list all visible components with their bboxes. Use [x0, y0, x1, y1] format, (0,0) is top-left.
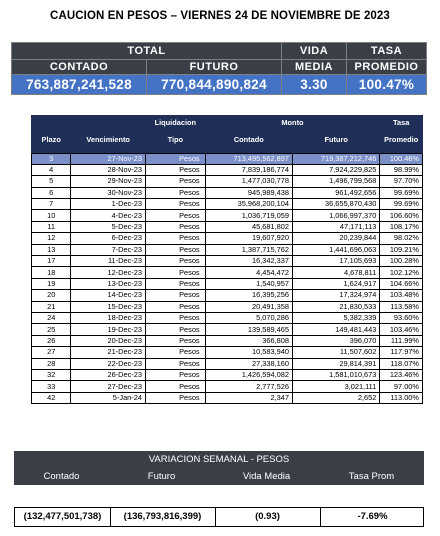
cell-plazo: 11 — [32, 221, 71, 232]
table-row — [32, 335, 423, 346]
table-row — [32, 381, 423, 392]
header-tasa: Tasa — [380, 115, 423, 127]
cell-futuro: 29,814,391 — [292, 358, 379, 369]
cell-contado: 7,839,186,774 — [205, 164, 292, 175]
cell-plazo: 3 — [32, 153, 71, 164]
cell-plazo: 10 — [32, 210, 71, 221]
cell-plazo: 18 — [32, 267, 71, 278]
table-row — [32, 164, 423, 175]
table-row — [32, 278, 423, 289]
cell-plazo: 7 — [32, 199, 71, 210]
cell-futuro: 21,830,533 — [292, 301, 379, 312]
cell-tipo: Pesos — [145, 278, 205, 289]
cell-vencimiento: 5-Dec-23 — [71, 221, 146, 232]
header-liquidacion: Liquidacion — [145, 115, 205, 127]
cell-vencimiento: 7-Dec-23 — [71, 244, 146, 255]
cell-tipo: Pesos — [145, 187, 205, 198]
cell-contado: 19,607,920 — [205, 233, 292, 244]
variacion-tasa-label: Tasa Prom — [348, 471, 395, 482]
cell-tasa: 106.60% — [380, 210, 423, 221]
cell-plazo: 5 — [32, 176, 71, 187]
cell-vencimiento: 15-Dec-23 — [71, 301, 146, 312]
cell-contado: 1,426,594,082 — [205, 369, 292, 380]
cell-vencimiento: 12-Dec-23 — [71, 267, 146, 278]
cell-tipo: Pesos — [145, 256, 205, 267]
cell-tasa: 100.28% — [380, 256, 423, 267]
variacion-contado-value: (132,477,501,738) — [23, 511, 102, 522]
cell-contado: 1,036,719,059 — [205, 210, 292, 221]
cell-futuro: 11,507,602 — [292, 347, 379, 358]
promedio-header: PROMEDIO — [347, 60, 427, 75]
cell-futuro: 20,239,844 — [292, 233, 379, 244]
cell-tasa: 111.99% — [380, 335, 423, 346]
cell-plazo: 42 — [32, 392, 71, 403]
cell-contado: 20,491,358 — [205, 301, 292, 312]
cell-contado: 16,395,256 — [205, 290, 292, 301]
cell-tipo: Pesos — [145, 176, 205, 187]
table-row — [32, 392, 423, 403]
header-futuro: Futuro — [292, 127, 379, 153]
table-row — [32, 312, 423, 323]
cell-plazo: 28 — [32, 358, 71, 369]
cell-tipo: Pesos — [145, 335, 205, 346]
cell-vencimiento: 22-Dec-23 — [71, 358, 146, 369]
tasa-promedio-value: 100.47% — [347, 75, 427, 95]
cell-vencimiento: 29-Nov-23 — [71, 176, 146, 187]
vida-media-value: 3.30 — [282, 75, 347, 95]
cell-futuro: 4,678,811 — [292, 267, 379, 278]
cell-plazo: 27 — [32, 347, 71, 358]
cell-contado: 2,777,526 — [205, 381, 292, 392]
table-row — [32, 221, 423, 232]
cell-vencimiento: 13-Dec-23 — [71, 278, 146, 289]
cell-tasa: 97.00% — [380, 381, 423, 392]
cell-tipo: Pesos — [145, 369, 205, 380]
cell-contado: 713,495,562,897 — [205, 153, 292, 164]
futuro-header: FUTURO — [147, 60, 282, 75]
cell-tipo: Pesos — [145, 267, 205, 278]
cell-contado: 5,070,286 — [205, 312, 292, 323]
cell-futuro: 17,324,974 — [292, 290, 379, 301]
cell-contado: 2,347 — [205, 392, 292, 403]
cell-tasa: 109.21% — [380, 244, 423, 255]
cell-tasa: 99.69% — [380, 187, 423, 198]
cell-tasa: 98.02% — [380, 233, 423, 244]
table-row — [32, 267, 423, 278]
cell-plazo: 19 — [32, 278, 71, 289]
header-tipo: Tipo — [145, 127, 205, 153]
cell-futuro: 2,652 — [292, 392, 379, 403]
cell-vencimiento: 5-Jan-24 — [71, 392, 146, 403]
cell-contado: 16,342,337 — [205, 256, 292, 267]
header-plazo: Plazo — [32, 127, 71, 153]
cell-tasa: 113.58% — [380, 301, 423, 312]
cell-plazo: 6 — [32, 187, 71, 198]
cell-plazo: 26 — [32, 335, 71, 346]
variacion-futuro-value: (136,793,816,399) — [123, 511, 202, 522]
cell-tasa: 118.07% — [380, 358, 423, 369]
cell-futuro: 719,387,212,746 — [292, 153, 379, 164]
table-row — [32, 210, 423, 221]
cell-futuro: 7,924,229,825 — [292, 164, 379, 175]
cell-futuro: 396,070 — [292, 335, 379, 346]
variacion-values — [14, 507, 424, 527]
cell-tipo: Pesos — [145, 164, 205, 175]
table-row — [32, 369, 423, 380]
cell-futuro: 1,066,997,370 — [292, 210, 379, 221]
cell-vencimiento: 4-Dec-23 — [71, 210, 146, 221]
cell-vencimiento: 27-Dec-23 — [71, 381, 146, 392]
futuro-total-value: 770,844,890,824 — [147, 75, 282, 95]
cell-futuro: 1,496,799,568 — [292, 176, 379, 187]
cell-vencimiento: 14-Dec-23 — [71, 290, 146, 301]
table-row — [32, 256, 423, 267]
cell-tasa: 99.69% — [380, 199, 423, 210]
cell-vencimiento: 20-Dec-23 — [71, 335, 146, 346]
cell-tasa: 97.70% — [380, 176, 423, 187]
table-row — [32, 358, 423, 369]
cell-plazo: 21 — [32, 301, 71, 312]
table-row — [32, 199, 423, 210]
cell-vencimiento: 18-Dec-23 — [71, 312, 146, 323]
cell-contado: 35,968,200,104 — [205, 199, 292, 210]
cell-vencimiento: 26-Dec-23 — [71, 369, 146, 380]
table-row — [32, 233, 423, 244]
table-row — [32, 324, 423, 335]
contado-header: CONTADO — [12, 60, 147, 75]
table-row — [32, 347, 423, 358]
cell-tasa: 113.00% — [380, 392, 423, 403]
cell-vencimiento: 21-Dec-23 — [71, 347, 146, 358]
cell-tasa: 108.17% — [380, 221, 423, 232]
cell-contado: 45,681,802 — [205, 221, 292, 232]
cell-tipo: Pesos — [145, 153, 205, 164]
cell-tipo: Pesos — [145, 199, 205, 210]
cell-plazo: 24 — [32, 312, 71, 323]
cell-tasa: 123.46% — [380, 369, 423, 380]
cell-tipo: Pesos — [145, 312, 205, 323]
cell-contado: 1,477,030,778 — [205, 176, 292, 187]
variacion-headers — [14, 469, 424, 485]
cell-plazo: 20 — [32, 290, 71, 301]
cell-contado: 945,989,438 — [205, 187, 292, 198]
cell-futuro: 36,655,870,430 — [292, 199, 379, 210]
cell-tipo: Pesos — [145, 244, 205, 255]
cell-contado: 27,338,160 — [205, 358, 292, 369]
cell-tasa: 98.99% — [380, 164, 423, 175]
cell-plazo: 17 — [32, 256, 71, 267]
cell-tasa: 103.46% — [380, 324, 423, 335]
cell-tipo: Pesos — [145, 381, 205, 392]
cell-futuro: 5,382,339 — [292, 312, 379, 323]
summary-totals — [11, 42, 427, 95]
cell-tasa: 103.48% — [380, 290, 423, 301]
cell-plazo: 32 — [32, 369, 71, 380]
cell-tasa: 104.66% — [380, 278, 423, 289]
cell-tipo: Pesos — [145, 233, 205, 244]
cell-contado: 1,387,715,762 — [205, 244, 292, 255]
cell-plazo: 25 — [32, 324, 71, 335]
cell-vencimiento: 27-Nov-23 — [71, 153, 146, 164]
table-row — [32, 244, 423, 255]
vida-header: VIDA — [282, 43, 347, 60]
table-row — [32, 153, 423, 164]
cell-plazo: 33 — [32, 381, 71, 392]
cell-tipo: Pesos — [145, 301, 205, 312]
cell-futuro: 47,171,113 — [292, 221, 379, 232]
cell-vencimiento: 1-Dec-23 — [71, 199, 146, 210]
cell-plazo: 4 — [32, 164, 71, 175]
cell-tasa: 100.46% — [380, 153, 423, 164]
variacion-vida-label: Vida Media — [242, 471, 291, 482]
variacion-vida-value: (0.93) — [255, 511, 280, 522]
cell-tipo: Pesos — [145, 290, 205, 301]
cell-tipo: Pesos — [145, 358, 205, 369]
page-title: CAUCION EN PESOS – VIERNES 24 DE NOVIEMBRE DE 2023 — [50, 10, 390, 22]
contado-total-value: 763,887,241,528 — [12, 75, 147, 95]
header-vencimiento: Vencimiento — [71, 127, 146, 153]
cell-futuro: 149,481,443 — [292, 324, 379, 335]
cell-futuro: 3,021,111 — [292, 381, 379, 392]
cell-futuro: 17,105,693 — [292, 256, 379, 267]
cell-contado: 4,454,472 — [205, 267, 292, 278]
caucion-table — [31, 115, 423, 404]
header-promedio: Promedio — [380, 127, 423, 153]
cell-vencimiento: 30-Nov-23 — [71, 187, 146, 198]
cell-vencimiento: 11-Dec-23 — [71, 256, 146, 267]
variacion-title: VARIACION SEMANAL - PESOS — [14, 451, 424, 469]
variacion-tasa-value: -7.69% — [357, 511, 388, 522]
table-row — [32, 187, 423, 198]
cell-vencimiento: 19-Dec-23 — [71, 324, 146, 335]
cell-tipo: Pesos — [145, 392, 205, 403]
cell-contado: 366,808 — [205, 335, 292, 346]
cell-plazo: 13 — [32, 244, 71, 255]
table-row — [32, 290, 423, 301]
cell-futuro: 1,441,696,063 — [292, 244, 379, 255]
variacion-contado-label: Contado — [43, 471, 80, 482]
cell-futuro: 1,581,010,673 — [292, 369, 379, 380]
table-row — [32, 301, 423, 312]
cell-tasa: 117.97% — [380, 347, 423, 358]
cell-tipo: Pesos — [145, 221, 205, 232]
cell-tipo: Pesos — [145, 210, 205, 221]
cell-tipo: Pesos — [145, 324, 205, 335]
cell-plazo: 12 — [32, 233, 71, 244]
cell-tasa: 102.12% — [380, 267, 423, 278]
cell-futuro: 961,492,656 — [292, 187, 379, 198]
table-row — [32, 176, 423, 187]
cell-tipo: Pesos — [145, 347, 205, 358]
variacion-futuro-label: Futuro — [147, 471, 176, 482]
cell-vencimiento: 6-Dec-23 — [71, 233, 146, 244]
cell-futuro: 1,624,917 — [292, 278, 379, 289]
cell-contado: 139,589,465 — [205, 324, 292, 335]
total-header: TOTAL — [12, 43, 282, 60]
cell-vencimiento: 28-Nov-23 — [71, 164, 146, 175]
header-contado: Contado — [205, 127, 292, 153]
cell-contado: 1,540,957 — [205, 278, 292, 289]
media-header: MEDIA — [282, 60, 347, 75]
header-monto: Monto — [205, 115, 380, 127]
tasa-header: TASA — [347, 43, 427, 60]
cell-contado: 10,583,940 — [205, 347, 292, 358]
cell-tasa: 93.60% — [380, 312, 423, 323]
